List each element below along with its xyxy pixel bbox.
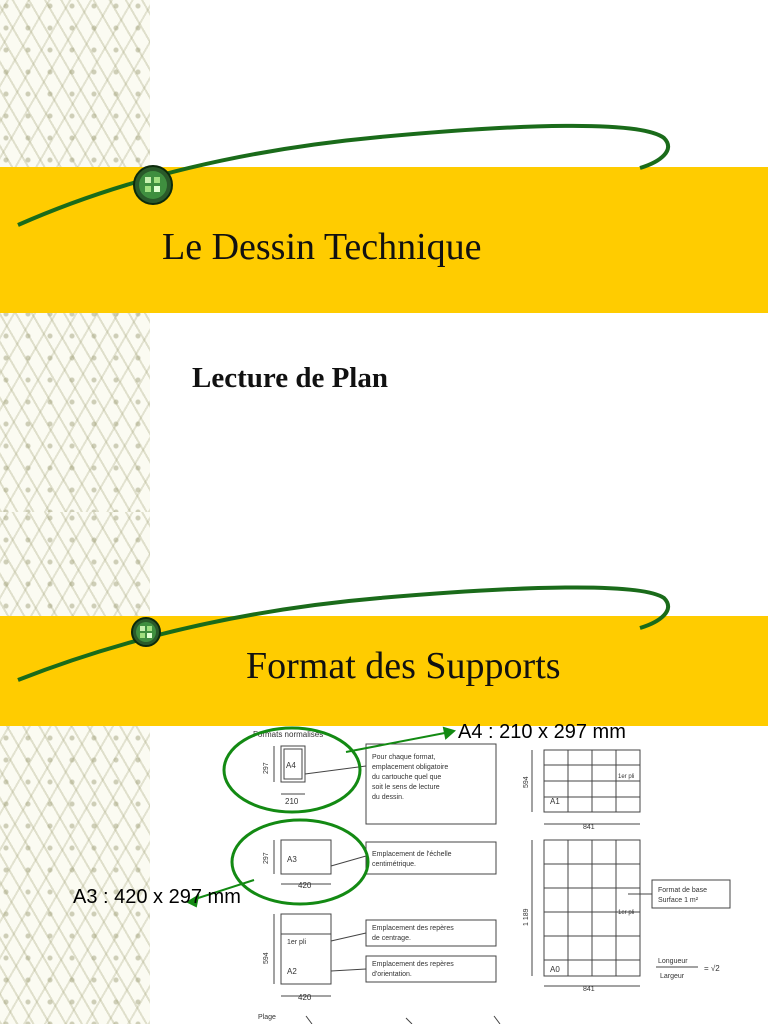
svg-text:du dessin.: du dessin.	[372, 794, 404, 801]
svg-text:A0: A0	[550, 965, 560, 974]
svg-text:Emplacement des repères: Emplacement des repères	[372, 961, 454, 968]
svg-text:Format de base: Format de base	[658, 887, 708, 894]
svg-text:841: 841	[583, 824, 595, 831]
svg-text:1er pli: 1er pli	[618, 774, 635, 780]
a3-callout: A3 : 420 x 297 mm	[73, 886, 241, 908]
svg-text:Plage: Plage	[258, 1014, 276, 1021]
slide-title-text: Format des Supports	[246, 645, 561, 687]
svg-text:420: 420	[298, 993, 312, 1002]
svg-text:Largeur: Largeur	[660, 973, 685, 980]
svg-text:Emplacement de l'échelle: Emplacement de l'échelle	[372, 851, 452, 858]
svg-text:A2: A2	[287, 967, 297, 976]
svg-text:841: 841	[583, 986, 595, 993]
orb-icon	[132, 618, 160, 646]
swoosh-decoration	[0, 0, 768, 260]
svg-text:d'orientation.: d'orientation.	[372, 971, 412, 978]
svg-text:1er pli: 1er pli	[618, 910, 635, 916]
svg-text:A4: A4	[286, 761, 296, 770]
svg-text:Surface 1 m²: Surface 1 m²	[658, 897, 699, 904]
svg-text:420: 420	[298, 881, 312, 890]
a4-callout: A4 : 210 x 297 mm	[458, 721, 626, 743]
orb-icon	[134, 166, 172, 204]
svg-text:297: 297	[263, 852, 270, 864]
slide-subtitle-text: Lecture de Plan	[192, 362, 388, 394]
svg-text:soit le sens de lecture: soit le sens de lecture	[372, 784, 440, 791]
formats-label: Formats normalisés	[253, 730, 324, 739]
a3-highlight	[232, 820, 368, 904]
svg-text:emplacement obligatoire: emplacement obligatoire	[372, 764, 449, 771]
svg-text:Emplacement des repères: Emplacement des repères	[372, 925, 454, 932]
svg-text:297: 297	[263, 762, 270, 774]
svg-text:1 189: 1 189	[523, 908, 530, 926]
svg-text:de centrage.: de centrage.	[372, 935, 411, 942]
svg-text:du cartouche quel que: du cartouche quel que	[372, 774, 442, 781]
svg-text:Pour chaque format,: Pour chaque format,	[372, 754, 436, 761]
svg-text:centimétrique.: centimétrique.	[372, 861, 416, 868]
svg-text:1er pli: 1er pli	[287, 939, 307, 946]
svg-text:= √2: = √2	[704, 964, 720, 973]
svg-text:594: 594	[523, 776, 530, 788]
slide-format	[0, 512, 768, 1024]
paper-formats-diagram	[150, 716, 768, 1024]
slide-title-text: Le Dessin Technique	[162, 226, 482, 268]
svg-text:A1: A1	[550, 797, 560, 806]
svg-text:A3: A3	[287, 855, 297, 864]
svg-text:210: 210	[285, 797, 299, 806]
svg-text:Longueur: Longueur	[658, 958, 688, 965]
svg-text:594: 594	[263, 952, 270, 964]
